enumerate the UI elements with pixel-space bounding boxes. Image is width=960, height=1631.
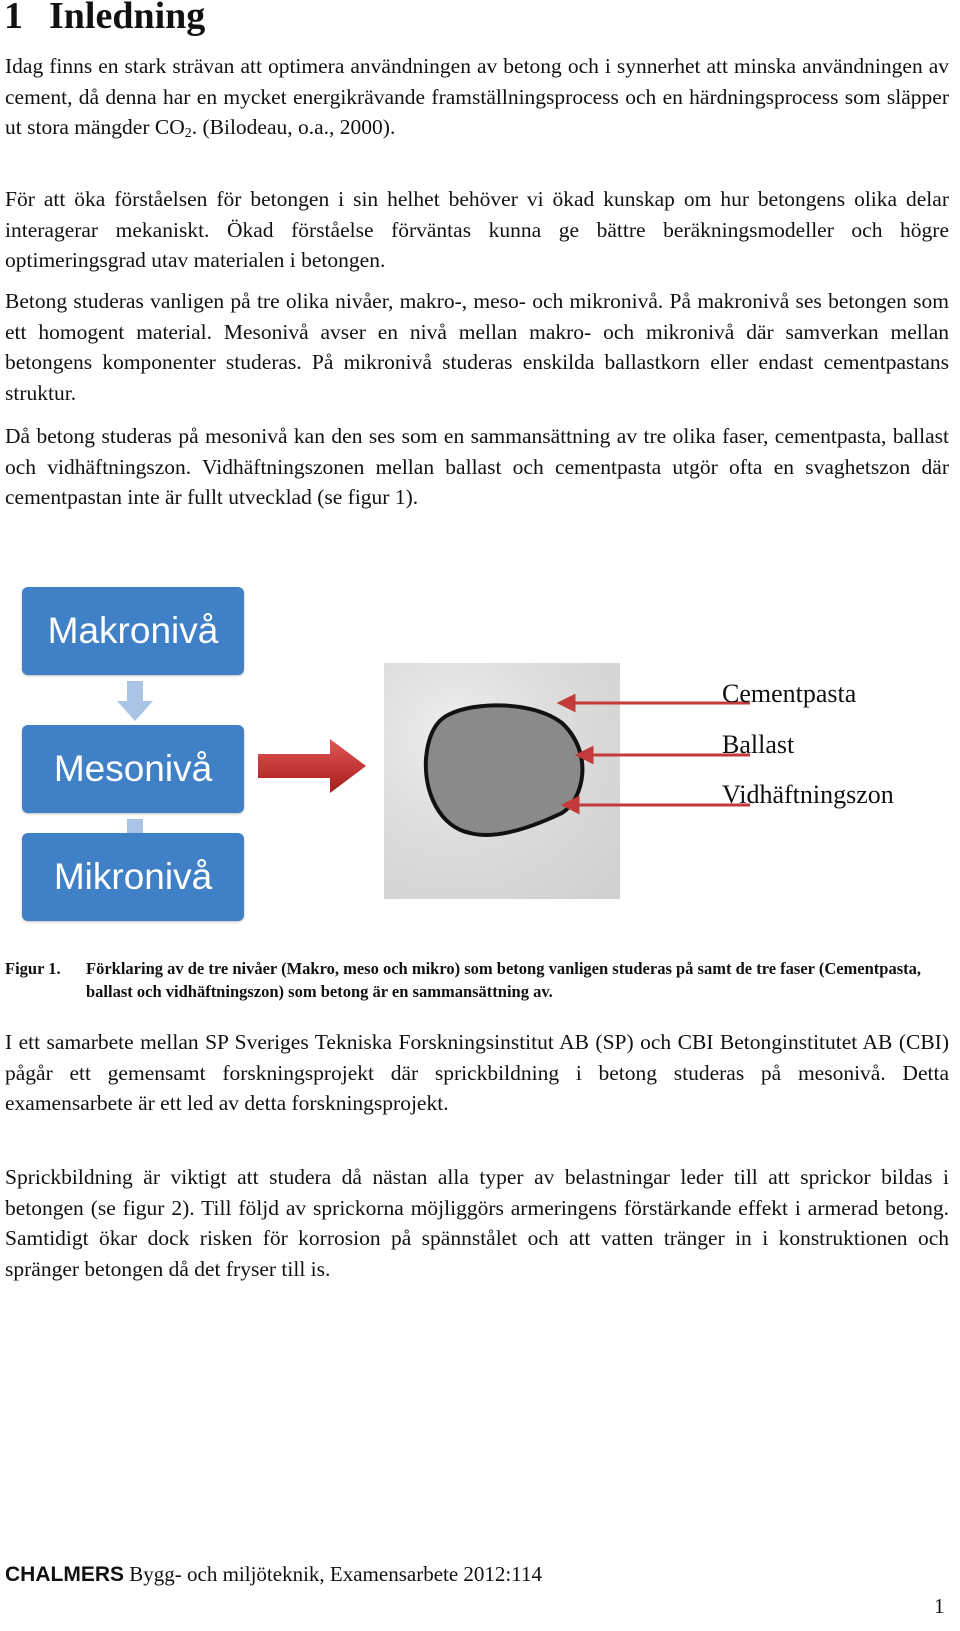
page-footer bbox=[5, 1561, 542, 1588]
down-arrow-icon bbox=[117, 681, 153, 721]
section-number: 1 bbox=[4, 0, 23, 37]
paragraph-1-citation: . (Bilodeau, o.a., 2000). bbox=[191, 115, 396, 139]
section-title: Inledning bbox=[49, 0, 206, 37]
caption-text: Förklaring av de tre nivåer (Makro, meso och mikro) som betong vanligen studeras på samt de tre faser (Cementpasta, ballast och vidhäftningszon) som betong är en sammansättning av. bbox=[86, 959, 922, 1001]
label-vidhaftningszon: Vidhäftningszon bbox=[722, 780, 894, 809]
label-ballast: Ballast bbox=[722, 730, 795, 759]
figure-caption bbox=[5, 957, 949, 1003]
footer-brand: CHALMERS bbox=[5, 1563, 124, 1586]
label-cementpasta: Cementpasta bbox=[722, 679, 857, 708]
paragraph-2: För att öka förståelsen för betongen i sin helhet behöver vi ökad kunskap om hur betongens olika delar interagerar mekaniskt. Ökad förståelse förväntas kunna ge bättre beräkningsmodeller och högre optimeringsgrad utav materialen i betongen. bbox=[5, 187, 949, 272]
footer-text: Bygg- och miljöteknik, Examensarbete 2012:114 bbox=[124, 1562, 542, 1586]
right-arrow-icon bbox=[258, 737, 368, 795]
paragraph-5: I ett samarbete mellan SP Sveriges Tekniska Forskningsinstitut AB (SP) och CBI Betonginstitutet AB (CBI) pågår ett gemensamt forskningsprojekt där sprickbildning i betong studeras på mesonivå. Detta examensarbete är ett led av detta forskningsprojekt. bbox=[5, 1030, 949, 1115]
paragraph-1-text: Idag finns en stark strävan att optimera användningen av betong och i synnerhet att minska användningen av cement, då denna har en mycket energikrävande framställningsprocess och en härdningsprocess som släpper ut stora mängder CO bbox=[5, 54, 949, 139]
level-box-makro: Makronivå bbox=[22, 587, 244, 675]
level-box-mikro: Mikronivå bbox=[22, 833, 244, 921]
figure-1 bbox=[14, 585, 946, 930]
paragraph-3: Betong studeras vanligen på tre olika nivåer, makro-, meso- och mikronivå. På makronivå ses betongen som ett homogent material. Mesonivå avser en nivå mellan makro- och mikronivå där samverkan mellan betongens komponenter studeras. På mikronivå studeras enskilda ballastkorn eller endast cementpastans struktur. bbox=[5, 289, 949, 405]
caption-label: Figur 1. bbox=[5, 959, 61, 978]
paragraph-1 bbox=[5, 51, 949, 143]
level-box-meso: Mesonivå bbox=[22, 725, 244, 813]
section-heading bbox=[4, 0, 205, 38]
page-number: 1 bbox=[934, 1594, 945, 1618]
paragraph-4: Då betong studeras på mesonivå kan den ses som en sammansättning av tre olika faser, cementpasta, ballast och vidhäftningszon. Vidhäftningszonen mellan ballast och cementpasta utgör ofta en svaghetszon där cementpastan inte är fullt utvecklad (se figur 1). bbox=[5, 424, 949, 509]
co2-subscript: 2 bbox=[184, 126, 192, 141]
paragraph-6: Sprickbildning är viktigt att studera då nästan alla typer av belastningar leder till att sprickor bildas i betongen (se figur 2). Till följd av sprickorna möjliggörs armeringens förstärkande effekt i armerad betong. Samtidigt ökar dock risken för korrosion på spännstålet och att vatten tränger in i konstruktionen och spränger betongen då det fryser till is. bbox=[5, 1165, 949, 1281]
